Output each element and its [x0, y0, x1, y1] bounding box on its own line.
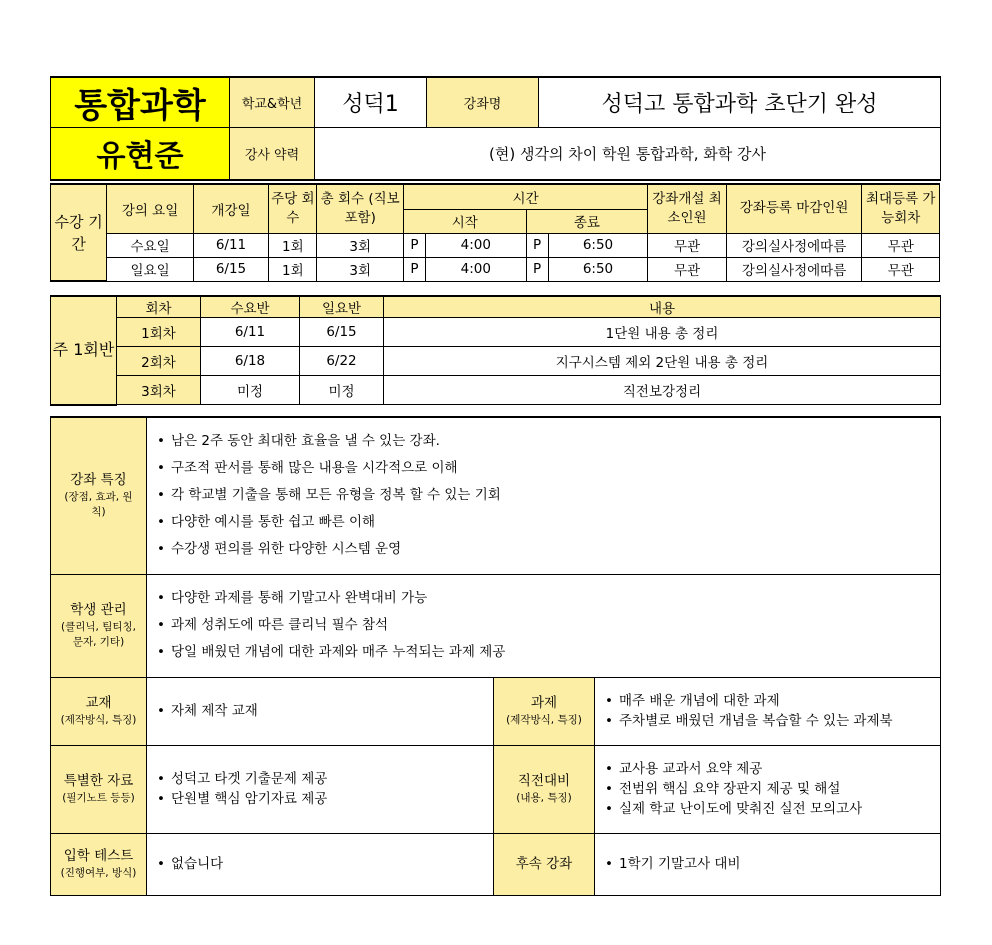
teacher-name: 유현준 — [51, 128, 230, 180]
round-cell: 1회차 — [117, 318, 201, 347]
header-start: 시작 — [403, 209, 526, 233]
header-wed: 수요반 — [201, 296, 300, 318]
header-day: 강의 요일 — [107, 184, 193, 233]
header-min: 강좌개설 최소인원 — [648, 184, 726, 233]
homework-list — [595, 677, 941, 745]
row-end-time: 6:50 — [548, 257, 648, 281]
header-content: 내용 — [384, 296, 941, 318]
row-weekly: 1회 — [269, 233, 317, 257]
course-name-label: 강좌명 — [427, 77, 539, 128]
header-end: 종료 — [526, 209, 648, 233]
content-cell: 직전보강정리 — [384, 376, 941, 405]
row-total: 3회 — [317, 233, 403, 257]
special-sublabel: (필기노트 등등) — [62, 792, 135, 804]
list-item: • 남은 2주 동안 최대한 효율을 낼 수 있는 강좌. — [157, 433, 440, 450]
row-ampm-start: P — [403, 233, 425, 257]
header-weekly: 주당 회수 — [269, 184, 317, 233]
special-label-cell — [51, 745, 147, 833]
course-name-value: 성덕고 통합과학 초단기 완성 — [539, 77, 941, 128]
row-day: 일요일 — [107, 257, 193, 281]
row-ampm-end: P — [526, 257, 548, 281]
period-label: 수강 기간 — [51, 184, 107, 281]
weekly-row — [51, 318, 941, 347]
content-cell: 지구시스템 제외 2단원 내용 총 정리 — [384, 347, 941, 376]
row-ampm-start: P — [403, 257, 425, 281]
final-prep-list — [595, 745, 941, 833]
final-prep-label-cell — [494, 745, 595, 833]
entrance-label-cell — [51, 833, 147, 895]
row-ampm-end: P — [526, 233, 548, 257]
row-max: 무관 — [862, 257, 940, 281]
homework-label: 과제 — [530, 695, 558, 711]
management-sublabel: (클리닉, 팀티칭, 문자, 기타) — [61, 621, 136, 648]
followup-label: 후속 강좌 — [494, 833, 595, 895]
sun-date: 미정 — [300, 376, 384, 405]
row-start-date: 6/11 — [193, 233, 268, 257]
final-prep-sublabel: (내용, 특징) — [516, 792, 572, 804]
schedule-table — [50, 183, 940, 282]
weekly-label: 주 1회반 — [51, 296, 117, 405]
header-round: 회차 — [117, 296, 201, 318]
final-prep-label: 직전대비 — [517, 773, 571, 789]
header-start-date: 개강일 — [193, 184, 268, 233]
textbook-label-cell — [51, 677, 147, 745]
weekly-row — [51, 376, 941, 405]
management-label-cell — [51, 574, 147, 677]
weekly-table — [50, 295, 941, 406]
school-grade-label: 학교&학년 — [230, 77, 315, 128]
header-sun: 일요반 — [300, 296, 384, 318]
special-label: 특별한 자료 — [63, 773, 134, 789]
row-min: 무관 — [648, 257, 726, 281]
schedule-row — [51, 233, 940, 257]
special-list — [147, 745, 494, 833]
list-item: • 교사용 교과서 요약 제공 — [605, 761, 763, 777]
list-item: • 전범위 핵심 요약 장판지 제공 및 해설 — [605, 781, 841, 797]
career-label: 강사 약력 — [230, 128, 315, 180]
row-end-time: 6:50 — [548, 233, 648, 257]
round-cell: 3회차 — [117, 376, 201, 405]
followup-list — [595, 833, 941, 895]
list-item: • 1학기 기말고사 대비 — [605, 855, 741, 872]
list-item: • 각 학교별 기출을 통해 모든 유형을 정복 할 수 있는 기회 — [157, 487, 501, 504]
row-deadline: 강의실사정에따름 — [726, 257, 862, 281]
entrance-label: 입학 테스트 — [63, 848, 134, 864]
row-start-time: 4:00 — [426, 257, 527, 281]
row-weekly: 1회 — [269, 257, 317, 281]
list-item: • 구조적 판서를 통해 많은 내용을 시각적으로 이해 — [157, 460, 458, 477]
features-label: 강좌 특징 — [70, 472, 127, 489]
list-item: • 수강생 편의를 위한 다양한 시스템 운영 — [157, 541, 402, 558]
list-item: • 다양한 예시를 통한 쉽고 빠른 이해 — [157, 514, 376, 531]
features-label-cell — [51, 417, 147, 574]
header-max: 최대등록 가능회차 — [862, 184, 940, 233]
school-grade-value: 성덕1 — [315, 77, 427, 128]
features-list — [147, 417, 941, 574]
list-item: • 실제 학교 난이도에 맞춰진 실전 모의고사 — [605, 801, 863, 817]
wed-date: 6/18 — [201, 347, 300, 376]
wed-date: 6/11 — [201, 318, 300, 347]
list-item: • 주차별로 배웠던 개념을 복습할 수 있는 과제북 — [605, 713, 893, 729]
row-min: 무관 — [648, 233, 726, 257]
list-item: • 당일 배웠던 개념에 대한 과제와 매주 누적되는 과제 제공 — [157, 644, 506, 660]
list-item: • 없습니다 — [157, 855, 224, 872]
row-day: 수요일 — [107, 233, 193, 257]
entrance-sublabel: (진행여부, 방식) — [60, 867, 137, 879]
list-item: • 자체 제작 교재 — [157, 702, 258, 719]
homework-sublabel: (제작방식, 특징) — [506, 714, 582, 726]
sun-date: 6/15 — [300, 318, 384, 347]
header-time: 시간 — [403, 184, 647, 209]
header-total: 총 회수 (직보포함) — [317, 184, 403, 233]
management-list — [147, 574, 941, 677]
wed-date: 미정 — [201, 376, 300, 405]
row-max: 무관 — [862, 233, 940, 257]
list-item: • 성덕고 타겟 기출문제 제공 — [157, 771, 328, 787]
textbook-sublabel: (제작방식, 특징) — [60, 714, 137, 726]
list-item: • 단원별 핵심 암기자료 제공 — [157, 791, 328, 807]
list-item: • 과제 성취도에 따른 클리닉 필수 참석 — [157, 617, 389, 633]
subject-title: 통합과학 — [51, 77, 230, 128]
textbook-label: 교재 — [85, 695, 112, 711]
weekly-row — [51, 347, 941, 376]
header-deadline: 강좌등록 마감인원 — [726, 184, 862, 233]
career-value: (현) 생각의 차이 학원 통합과학, 화학 강사 — [315, 128, 941, 180]
header-table — [50, 76, 941, 181]
sun-date: 6/22 — [300, 347, 384, 376]
content-cell: 1단원 내용 총 정리 — [384, 318, 941, 347]
list-item: • 다양한 과제를 통해 기말고사 완벽대비 가능 — [157, 590, 428, 606]
features-sublabel: (장점, 효과, 원칙) — [64, 491, 133, 519]
entrance-list — [147, 833, 494, 895]
schedule-row — [51, 257, 940, 281]
list-item: • 매주 배운 개념에 대한 과제 — [605, 693, 780, 709]
details-table — [50, 416, 941, 896]
textbook-list — [147, 677, 494, 745]
management-label: 학생 관리 — [70, 602, 127, 618]
row-total: 3회 — [317, 257, 403, 281]
row-deadline: 강의실사정에따름 — [726, 233, 862, 257]
row-start-time: 4:00 — [426, 233, 527, 257]
homework-label-cell — [494, 677, 595, 745]
round-cell: 2회차 — [117, 347, 201, 376]
row-start-date: 6/15 — [193, 257, 268, 281]
